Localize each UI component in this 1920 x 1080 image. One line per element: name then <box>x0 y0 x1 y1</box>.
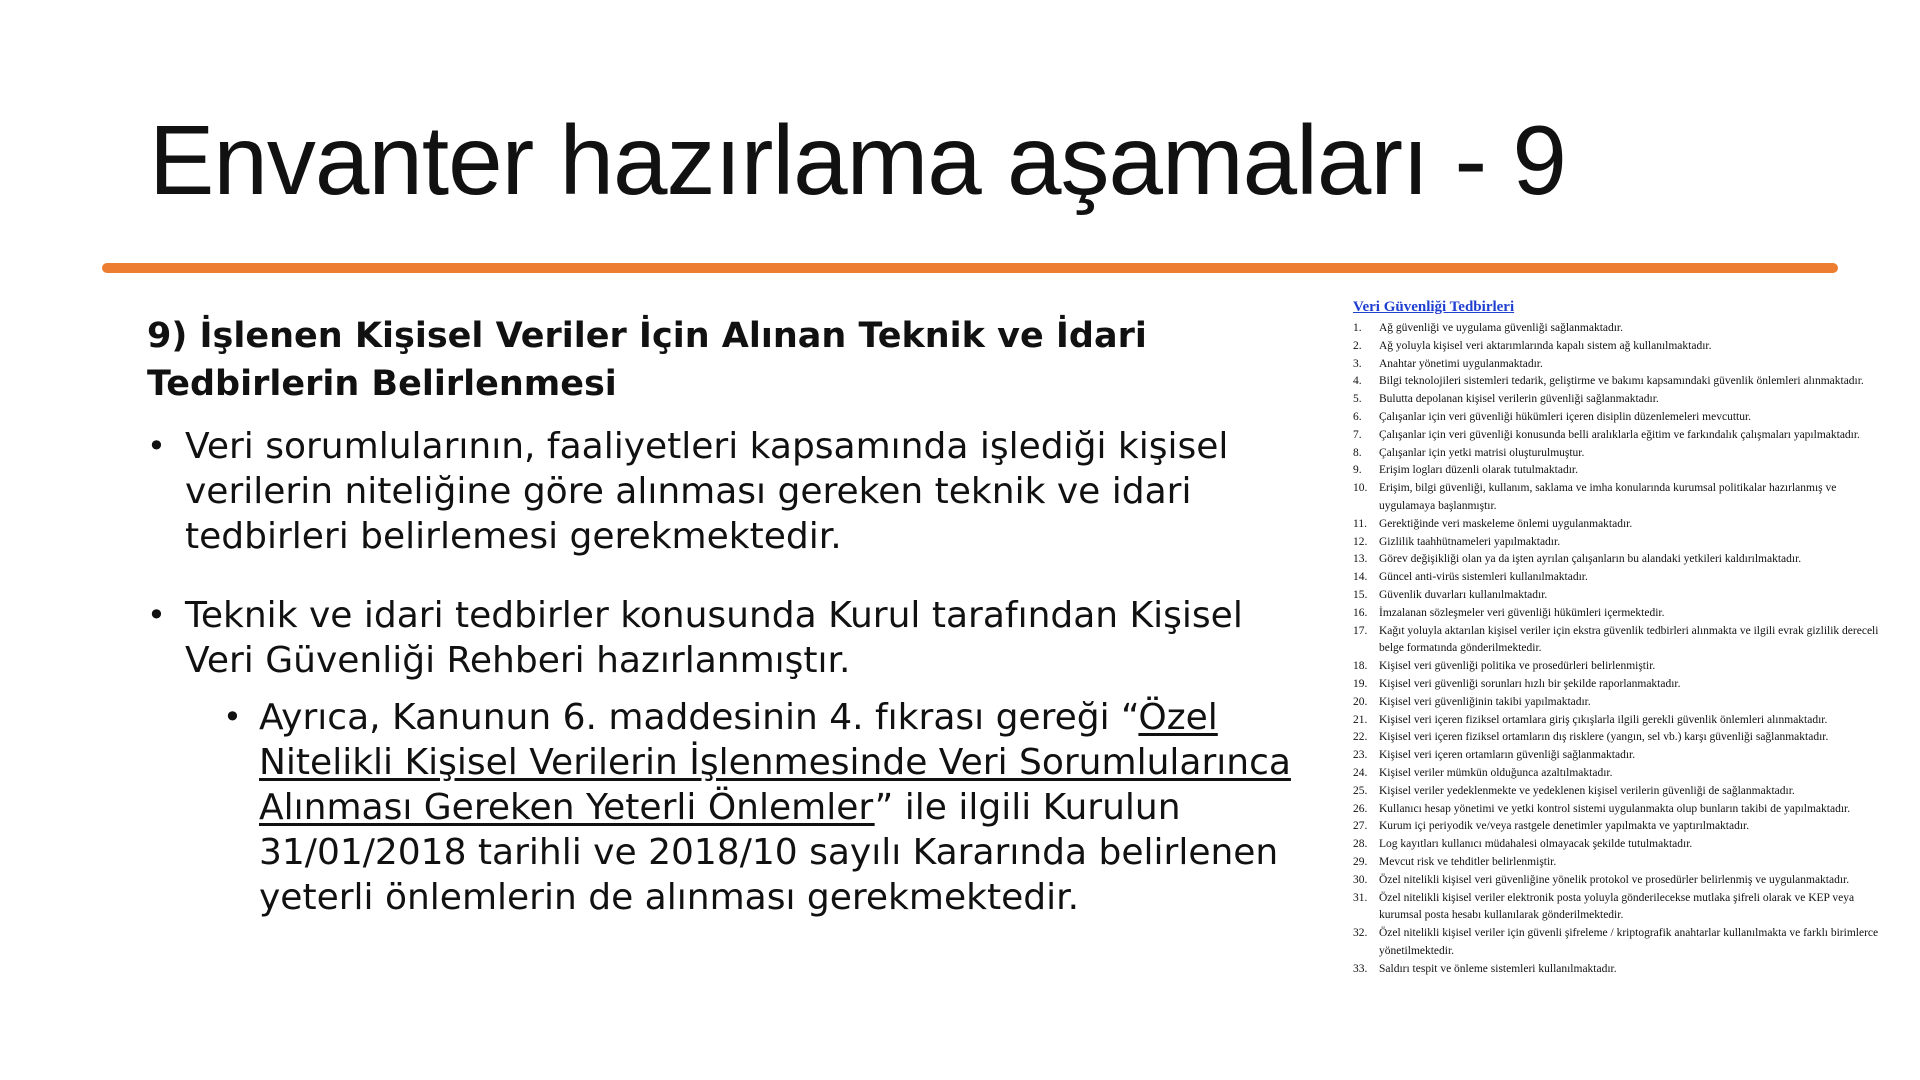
sub-bullet-prefix: Ayrıca, Kanunun 6. maddesinin 4. fıkrası gereği “ <box>259 697 1139 738</box>
list-item-number: 5. <box>1353 393 1362 406</box>
list-item <box>1353 409 1881 427</box>
list-item-number: 14. <box>1353 571 1368 584</box>
list-item-text: Çalışanlar için veri güvenliği hükümleri içeren disiplin düzenlemeleri mevcuttur. <box>1379 410 1752 423</box>
list-item <box>1353 445 1881 463</box>
list-item-text: Gizlilik taahhütnameleri yapılmaktadır. <box>1379 535 1561 548</box>
sub-bullet-list <box>185 695 1307 920</box>
list-item-text: Kişisel veri güvenliği sorunları hızlı bir şekilde raporlanmaktadır. <box>1379 677 1681 690</box>
list-item-text: Kişisel veri içeren fiziksel ortamların dış risklere (yangın, sel vb.) karşı güvenliği sağlanmaktadır. <box>1379 731 1829 744</box>
list-item-number: 25. <box>1353 784 1368 797</box>
list-item-text: Kurum içi periyodik ve/veya rastgele denetimler yapılmakta ve yaptırılmaktadır. <box>1379 820 1750 833</box>
bullet-item <box>147 424 1307 559</box>
list-item <box>1353 872 1881 890</box>
list-item-number: 24. <box>1353 766 1368 779</box>
list-item <box>1353 587 1881 605</box>
list-item-text: Çalışanlar için yetki matrisi oluşturulmuştur. <box>1379 446 1585 459</box>
list-item-text: Çalışanlar için veri güvenliği konusunda belli aralıklarla eğitim ve farkındalık çalışmaları yapılmaktadır. <box>1379 428 1860 441</box>
list-item-number: 19. <box>1353 677 1368 690</box>
slide-title: Envanter hazırlama aşamaları - 9 <box>149 105 1566 215</box>
list-item <box>1353 373 1881 391</box>
list-item <box>1353 890 1881 926</box>
list-item-number: 22. <box>1353 731 1368 744</box>
bullet-icon: • <box>147 427 166 465</box>
list-item <box>1353 818 1881 836</box>
list-item-number: 1. <box>1353 322 1362 334</box>
list-item <box>1353 534 1881 552</box>
list-item-text: Ağ güvenliği ve uygulama güvenliği sağlanmaktadır. <box>1379 322 1624 334</box>
list-item <box>1353 338 1881 356</box>
list-item-text: Bulutta depolanan kişisel verilerin güvenliği sağlanmaktadır. <box>1379 393 1659 406</box>
bullet-text: Teknik ve idari tedbirler konusunda Kurul tarafından Kişisel Veri Güvenliği Rehberi hazırlanmıştır. <box>185 595 1243 681</box>
list-item-text: Erişim, bilgi güvenliği, kullanım, saklama ve imha konularında kurumsal politikalar hazırlanmış ve uygulamaya başlanmıştır. <box>1379 482 1837 512</box>
list-item-text: Log kayıtları kullanıcı müdahalesi olmayacak şekilde tutulmaktadır. <box>1379 838 1693 851</box>
list-item <box>1353 801 1881 819</box>
list-item <box>1353 551 1881 569</box>
list-item <box>1353 658 1881 676</box>
list-item-text: Kişisel veri içeren ortamların güvenliği sağlanmaktadır. <box>1379 749 1636 762</box>
list-item-text: Erişim logları düzenli olarak tutulmaktadır. <box>1379 464 1578 477</box>
list-item <box>1353 712 1881 730</box>
bullet-item <box>147 593 1307 920</box>
list-item-text: Özel nitelikli kişisel veriler için güvenli şifreleme / kriptografik anahtarlar kullanılmakta ve farklı birimlerce yönetilmektedir. <box>1379 927 1879 957</box>
list-item-number: 29. <box>1353 855 1368 868</box>
sub-bullet-item <box>223 695 1319 920</box>
list-item-number: 16. <box>1353 606 1368 619</box>
list-item-number: 15. <box>1353 588 1368 601</box>
security-measures-list <box>1353 320 1881 978</box>
list-item-number: 12. <box>1353 535 1368 548</box>
list-item <box>1353 854 1881 872</box>
section-heading: 9) İşlenen Kişisel Veriler İçin Alınan Teknik ve İdari Tedbirlerin Belirlenmesi <box>147 316 1147 404</box>
list-item-text: Bilgi teknolojileri sistemleri tedarik, geliştirme ve bakımı kapsamındaki güvenlik önlemleri alınmaktadır. <box>1379 375 1864 388</box>
list-item-number: 2. <box>1353 339 1362 352</box>
list-item <box>1353 676 1881 694</box>
sub-bullet-suffix: ” ile ilgili Kurulun 31/01/2018 tarihli ve 2018/10 sayılı Kararında belirlenen yeterli önlemlerin de alınması gerekmektedir. <box>259 787 1279 918</box>
list-item-text: Kişisel veriler mümkün olduğunca azaltılmaktadır. <box>1379 766 1613 779</box>
list-item-number: 28. <box>1353 838 1368 851</box>
list-item-text: Kağıt yoluyla aktarılan kişisel veriler için ekstra güvenlik tedbirleri alınmakta ve ilgili evrak gizlilik dereceli belge formatında gönderilmektedir. <box>1379 624 1879 655</box>
list-item-text: Kişisel veri güvenliği politika ve prosedürleri belirlenmiştir. <box>1379 660 1656 673</box>
list-item-number: 11. <box>1353 517 1367 530</box>
list-item <box>1353 747 1881 765</box>
bullet-icon: • <box>147 596 166 634</box>
list-item-text: Güvenlik duvarları kullanılmaktadır. <box>1379 588 1548 601</box>
list-item <box>1353 836 1881 854</box>
list-item <box>1353 961 1881 979</box>
list-item-text: Kişisel veri güvenliğinin takibi yapılmaktadır. <box>1379 695 1591 708</box>
security-measures-panel <box>1353 298 1881 978</box>
list-item-number: 18. <box>1353 660 1368 673</box>
list-item <box>1353 516 1881 534</box>
regulation-link[interactable]: Özel Nitelikli Kişisel Verilerin İşlenmesinde Veri Sorumlularınca Alınması Gereken Yeterli Önlemler <box>259 697 1291 828</box>
list-item <box>1353 391 1881 409</box>
list-item-number: 26. <box>1353 802 1368 815</box>
list-item-number: 23. <box>1353 749 1368 762</box>
list-item-text: Gerektiğinde veri maskeleme önlemi uygulanmaktadır. <box>1379 517 1633 530</box>
list-item-number: 21. <box>1353 713 1368 726</box>
list-item-text: Kullanıcı hesap yönetimi ve yetki kontrol sistemi uygulanmakta olup bunların takibi de yapılmaktadır. <box>1379 802 1851 815</box>
list-item <box>1353 427 1881 445</box>
list-item-number: 7. <box>1353 428 1362 441</box>
title-divider <box>102 263 1838 273</box>
list-item <box>1353 694 1881 712</box>
list-item-number: 30. <box>1353 873 1368 886</box>
list-item <box>1353 356 1881 374</box>
list-item-number: 9. <box>1353 464 1362 477</box>
list-item-number: 8. <box>1353 446 1362 459</box>
list-item-text: Görev değişikliği olan ya da işten ayrılan çalışanların bu alandaki yetkileri kaldırılmaktadır. <box>1379 553 1802 566</box>
list-item <box>1353 729 1881 747</box>
slide-content <box>147 312 1307 954</box>
list-item-number: 17. <box>1353 624 1368 637</box>
list-item-number: 4. <box>1353 375 1362 388</box>
list-item-number: 6. <box>1353 410 1362 423</box>
list-item <box>1353 462 1881 480</box>
list-item-number: 27. <box>1353 820 1368 833</box>
list-item-text: Kişisel veri içeren fiziksel ortamlara giriş çıkışlarla ilgili gerekli güvenlik önlemleri alınmaktadır. <box>1379 713 1828 726</box>
list-item <box>1353 765 1881 783</box>
list-item <box>1353 925 1881 961</box>
bullet-text: Veri sorumlularının, faaliyetleri kapsamında işlediği kişisel verilerin niteliğine göre alınması gereken teknik ve idari tedbirleri belirlemesi gerekmektedir. <box>185 426 1229 557</box>
list-item-number: 3. <box>1353 357 1362 370</box>
list-item <box>1353 783 1881 801</box>
list-item-text: Ağ yoluyla kişisel veri aktarımlarında kapalı sistem ağ kullanılmaktadır. <box>1379 339 1712 352</box>
list-item <box>1353 320 1881 338</box>
list-item-text: Kişisel veriler yedeklenmekte ve yedeklenen kişisel verilerin güvenliği de sağlanmaktadır. <box>1379 784 1795 797</box>
list-item <box>1353 605 1881 623</box>
list-item-text: İmzalanan sözleşmeler veri güvenliği hükümleri içermektedir. <box>1379 606 1665 619</box>
list-item <box>1353 623 1881 659</box>
list-item-number: 33. <box>1353 962 1368 975</box>
bullet-list <box>147 424 1307 920</box>
list-item-text: Güncel anti-virüs sistemleri kullanılmaktadır. <box>1379 571 1588 584</box>
security-measures-title[interactable]: Veri Güvenliği Tedbirleri <box>1353 299 1515 315</box>
list-item <box>1353 480 1881 516</box>
list-item-text: Özel nitelikli kişisel veri güvenliğine yönelik protokol ve prosedürler belirlenmiş ve uygulanmaktadır. <box>1379 873 1850 886</box>
list-item-number: 20. <box>1353 695 1368 708</box>
list-item-number: 13. <box>1353 553 1368 566</box>
list-item-text: Saldırı tespit ve önleme sistemleri kullanılmaktadır. <box>1379 962 1617 975</box>
sub-bullet-icon: • <box>223 698 242 736</box>
list-item <box>1353 569 1881 587</box>
list-item-number: 32. <box>1353 927 1368 940</box>
list-item-text: Anahtar yönetimi uygulanmaktadır. <box>1379 357 1543 370</box>
list-item-number: 10. <box>1353 482 1368 495</box>
list-item-number: 31. <box>1353 891 1368 904</box>
list-item-text: Mevcut risk ve tehditler belirlenmiştir. <box>1379 855 1557 868</box>
list-item-text: Özel nitelikli kişisel veriler elektronik posta yoluyla gönderilecekse mutlaka şifreli olarak ve KEP veya kurumsal posta hesabı kullanılarak gönderilmektedir. <box>1379 891 1855 922</box>
